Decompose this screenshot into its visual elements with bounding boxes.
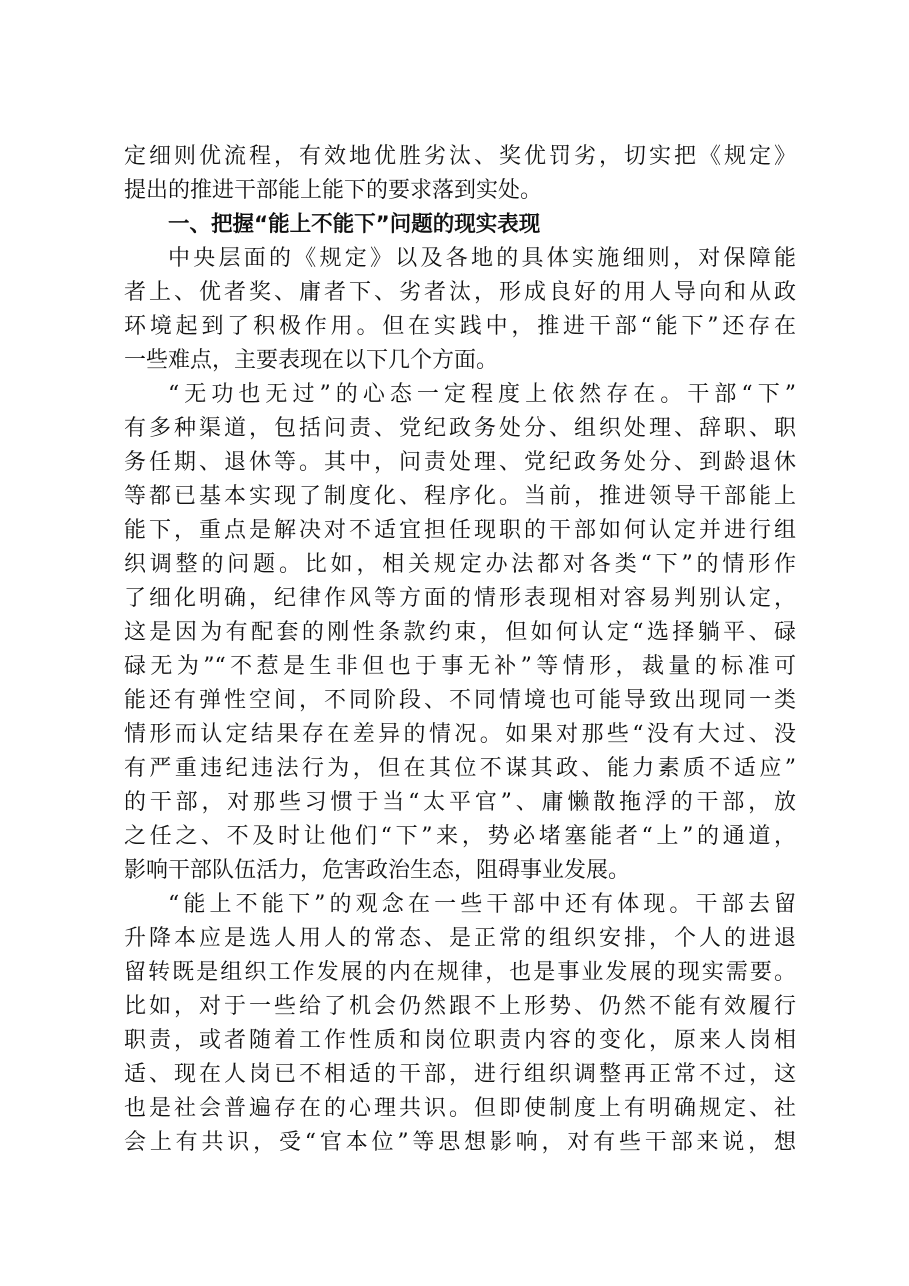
text-line: 也是社会普遍存在的心理共识。但即使制度上有明确规定、社 [124,1096,796,1121]
text-line: 环境起到了积极作用。但在实践中，推进干部“能下”还存在 [124,314,796,339]
text-line: 的干部，对那些习惯于当“太平官”、庸懒散拖浮的干部，放 [124,790,796,815]
paragraph-first-line: “无功也无过”的心态一定程度上依然存在。干部“下” [168,382,796,407]
text-line: 这是因为有配套的刚性条款约束，但如何认定“选择躺平、碌 [124,620,796,645]
text-line: 织调整的问题。比如，相关规定办法都对各类“下”的情形作 [124,552,796,577]
text-line: 能还有弹性空间，不同阶段、不同情境也可能导致出现同一类 [124,688,796,713]
text-line: 务任期、退休等。其中，问责处理、党纪政务处分、到龄退休 [124,450,796,475]
paragraph-first-line: “能上不能下”的观念在一些干部中还有体现。干部去留 [168,892,796,917]
text-line: 碌无为”“不惹是生非但也于事无补”等情形，裁量的标准可 [124,654,796,679]
text-line: 提出的推进干部能上能下的要求落到实处。 [124,178,543,203]
text-line: 有多种渠道，包括问责、党纪政务处分、组织处理、辞职、职 [124,416,796,441]
text-line: 能下，重点是解决对不适宜担任现职的干部如何认定并进行组 [124,518,796,543]
text-line: 影响干部队伍活力，危害政治生态，阻碍事业发展。 [124,858,631,883]
text-line: 职责，或者随着工作性质和岗位职责内容的变化，原来人岗相 [124,1028,796,1053]
document-page [124,140,796,1160]
text-line: 等都已基本实现了制度化、程序化。当前，推进领导干部能上 [124,484,796,509]
text-line: 有严重违纪违法行为，但在其位不谋其政、能力素质不适应” [124,756,796,781]
text-line: 者上、优者奖、庸者下、劣者汰，形成良好的用人导向和从政 [124,280,796,305]
text-line: 之任之、不及时让他们“下”来，势必堵塞能者“上”的通道， [124,824,796,849]
text-line: 比如，对于一些给了机会仍然跟不上形势、仍然不能有效履行 [124,994,796,1019]
paragraph-first-line: 中央层面的《规定》以及各地的具体实施细则，对保障能 [168,246,796,271]
section-heading: 一、把握“能上不能下”问题的现实表现 [168,212,541,237]
text-line: 了细化明确，纪律作风等方面的情形表现相对容易判别认定， [124,586,796,611]
text-line: 情形而认定结果存在差异的情况。如果对那些“没有大过、没 [124,722,796,747]
text-line: 会上有共识，受“官本位”等思想影响，对有些干部来说，想 [124,1130,796,1155]
text-line: 定细则优流程，有效地优胜劣汰、奖优罚劣，切实把《规定》 [124,144,796,169]
text-line: 适、现在人岗已不相适的干部，进行组织调整再正常不过，这 [124,1062,796,1087]
text-line: 留转既是组织工作发展的内在规律，也是事业发展的现实需要。 [124,960,796,985]
text-line: 一些难点，主要表现在以下几个方面。 [124,348,499,373]
text-line: 升降本应是选人用人的常态、是正常的组织安排，个人的进退 [124,926,796,951]
